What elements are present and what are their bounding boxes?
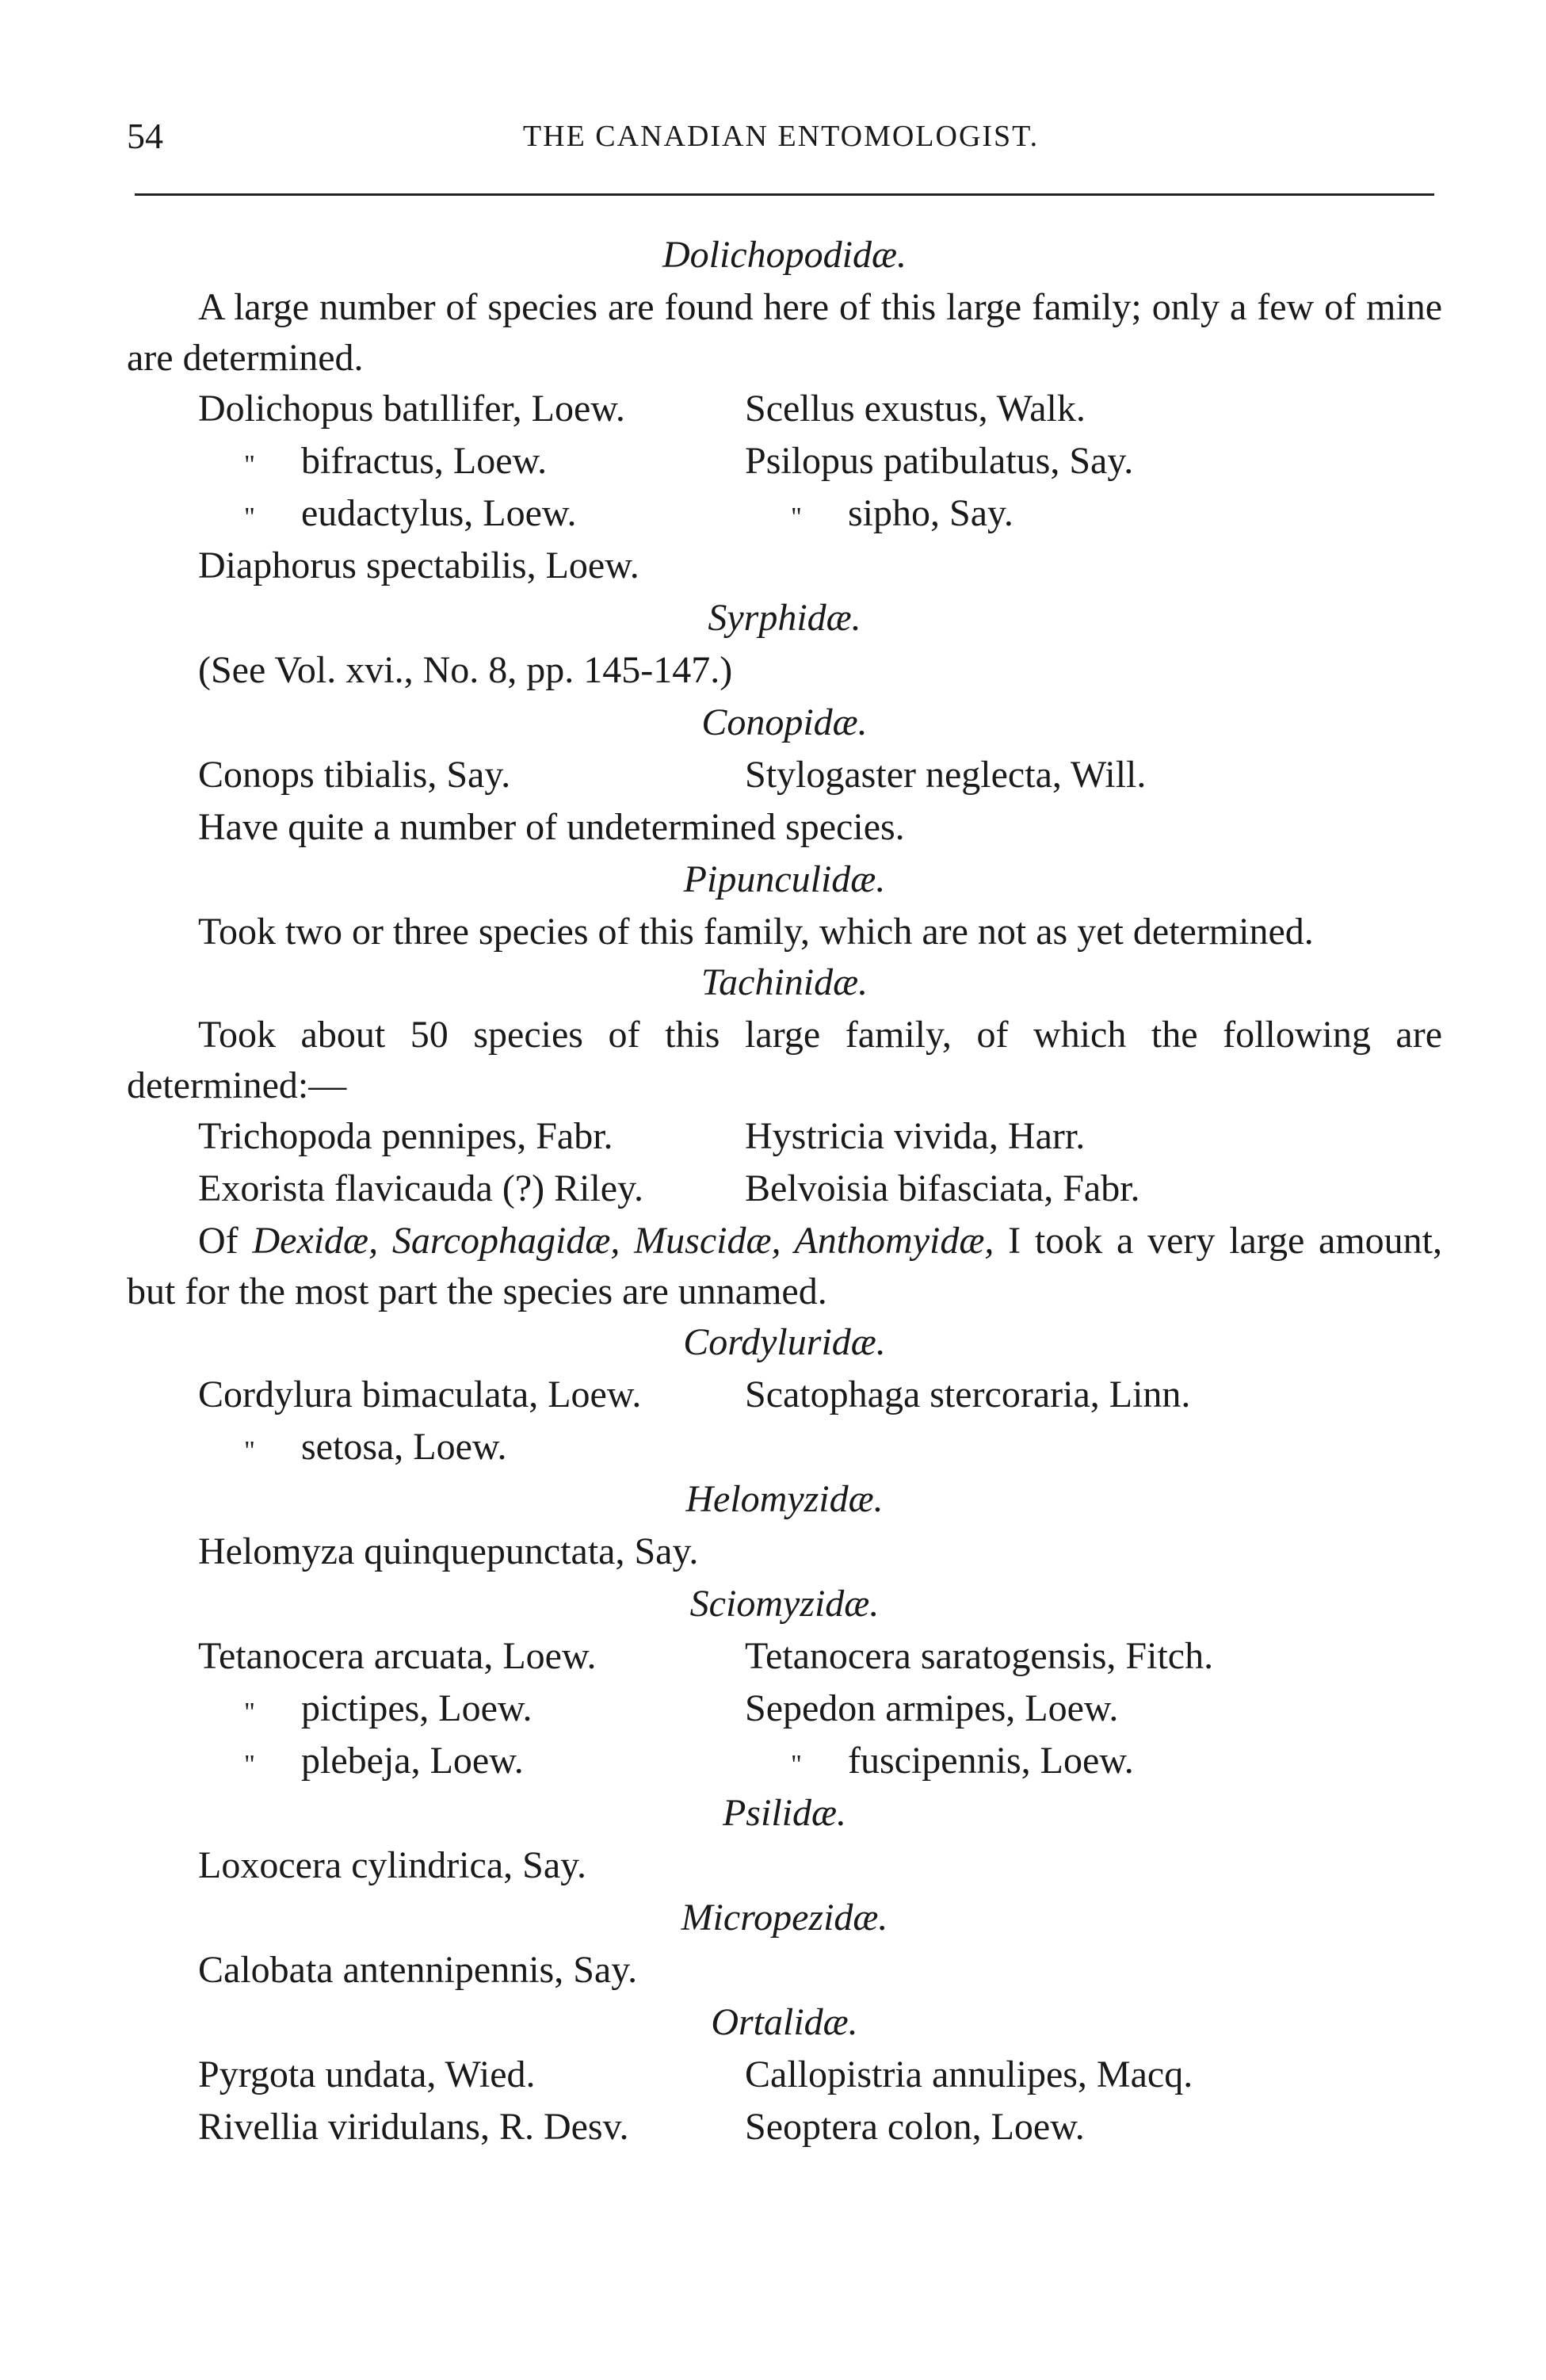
family-heading-conopidae: Conopidæ. xyxy=(701,701,868,743)
ditto-mark: " xyxy=(244,1698,255,1727)
ditto-mark: " xyxy=(244,502,255,532)
species-row xyxy=(127,750,1442,802)
ditto-mark: " xyxy=(244,450,255,479)
species-right-cell xyxy=(745,1736,1134,1788)
paragraph-other-families xyxy=(127,1216,1442,1317)
species-row xyxy=(127,1111,1442,1163)
note-text: Have quite a number of undetermined species. xyxy=(198,806,905,848)
species-single: Diaphorus spectabilis, Loew. xyxy=(198,544,639,586)
species-left: Cordylura bimaculata, Loew. xyxy=(198,1373,642,1415)
species-left: eudactylus, Loew. xyxy=(301,492,577,534)
species-right: Hystricia vivida, Harr. xyxy=(745,1115,1086,1157)
species-right: Scellus exustus, Walk. xyxy=(745,388,1086,430)
species-left: Tetanocera arcuata, Loew. xyxy=(198,1635,597,1677)
family-heading-pipunculidae: Pipunculidæ. xyxy=(683,858,886,900)
ditto-mark: " xyxy=(244,1436,255,1465)
running-title: THE CANADIAN ENTOMOLOGIST. xyxy=(522,120,1040,153)
paragraph-dolichopodidae-intro: A large number of species are found here of this large family; only a few of mine are determined. xyxy=(127,286,1442,379)
species-left: Pyrgota undata, Wied. xyxy=(198,2053,536,2095)
species-left: Rivellia viridulans, R. Desv. xyxy=(198,2106,629,2148)
page-header xyxy=(127,111,1435,159)
page-body xyxy=(127,230,1442,2154)
paragraph-pipunculidae: Took two or three species of this family, which are not as yet determined. xyxy=(198,911,1314,953)
species-left-cell xyxy=(127,1736,745,1788)
species-left-cell xyxy=(127,488,745,541)
family-heading-helomyzidae: Helomyzidæ. xyxy=(685,1478,884,1520)
species-row xyxy=(127,1631,1442,1683)
para-prefix: Of xyxy=(198,1220,253,1262)
species-left-cell xyxy=(127,1683,745,1736)
ditto-mark: " xyxy=(791,1750,802,1779)
species-row xyxy=(127,2102,1442,2154)
header-rule xyxy=(135,193,1434,196)
paragraph-tachinidae: Took about 50 species of this large family, of which the following are determined:— xyxy=(127,1014,1442,1106)
species-right: Sepedon armipes, Loew. xyxy=(745,1687,1119,1729)
species-left: plebeja, Loew. xyxy=(301,1740,524,1782)
species-single: Calobata antennipennis, Say. xyxy=(198,1949,638,1991)
species-left: pictipes, Loew. xyxy=(301,1687,533,1729)
species-right: Tetanocera saratogensis, Fitch. xyxy=(745,1635,1214,1677)
ditto-mark: " xyxy=(791,502,802,532)
species-right-cell xyxy=(745,488,1013,541)
species-right: Psilopus patibulatus, Say. xyxy=(745,440,1134,482)
species-left-cell xyxy=(127,1422,745,1474)
species-row xyxy=(127,488,1442,541)
family-heading-cordyluridae: Cordyluridæ. xyxy=(683,1321,886,1363)
species-single: Helomyza quinquepunctata, Say. xyxy=(198,1530,699,1572)
species-left: Dolichopus batıllifer, Loew. xyxy=(198,388,625,430)
species-left-cell xyxy=(127,436,745,488)
reference-note: (See Vol. xvi., No. 8, pp. 145-147.) xyxy=(198,649,733,691)
species-row xyxy=(127,384,1442,436)
species-row xyxy=(127,436,1442,488)
family-heading-tachinidae: Tachinidæ. xyxy=(700,961,868,1003)
species-right: Scatophaga stercoraria, Linn. xyxy=(745,1373,1191,1415)
species-right: Seoptera colon, Loew. xyxy=(745,2106,1085,2148)
species-left: setosa, Loew. xyxy=(301,1426,507,1468)
species-left: bifractus, Loew. xyxy=(301,440,548,482)
species-right: fuscipennis, Loew. xyxy=(848,1740,1134,1782)
ditto-mark: " xyxy=(244,1750,255,1779)
page-number: 54 xyxy=(127,116,163,156)
species-row xyxy=(127,1422,1442,1474)
family-heading-micropezidae: Micropezidæ. xyxy=(681,1897,888,1939)
species-row xyxy=(127,2050,1442,2102)
species-left: Conops tibialis, Say. xyxy=(198,754,511,796)
species-row xyxy=(127,1736,1442,1788)
family-names-italic: Dexidæ, Sarcophagidæ, Muscidæ, Anthomyidæ, xyxy=(252,1220,994,1262)
para-rest: I took a very large amount, but for the most part the species are unnamed. xyxy=(127,1220,1443,1312)
species-right: Callopistria annulipes, Macq. xyxy=(745,2053,1193,2095)
species-row xyxy=(127,1683,1442,1736)
species-single: Loxocera cylindrica, Say. xyxy=(198,1844,587,1886)
family-heading-dolichopodidae: Dolichopodidæ. xyxy=(662,234,907,276)
species-right: Stylogaster neglecta, Will. xyxy=(745,754,1147,796)
family-heading-syrphidae: Syrphidæ. xyxy=(708,597,861,639)
species-right: sipho, Say. xyxy=(848,492,1013,534)
species-right: Belvoisia bifasciata, Fabr. xyxy=(745,1167,1140,1209)
species-left: Trichopoda pennipes, Fabr. xyxy=(198,1115,613,1157)
family-heading-ortalidae: Ortalidæ. xyxy=(711,2001,858,2043)
species-left: Exorista flavicauda (?) Riley. xyxy=(198,1167,643,1209)
species-row xyxy=(127,1370,1442,1422)
family-heading-sciomyzidae: Sciomyzidæ. xyxy=(689,1583,880,1625)
species-row xyxy=(127,1163,1442,1216)
family-heading-psilidae: Psilidæ. xyxy=(722,1792,847,1834)
